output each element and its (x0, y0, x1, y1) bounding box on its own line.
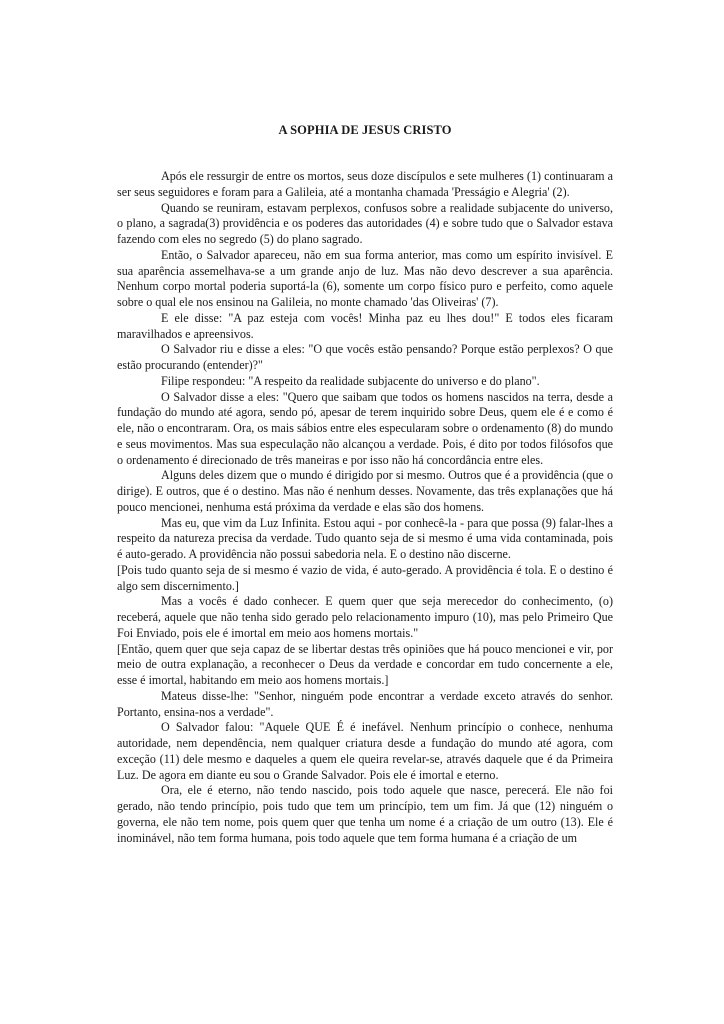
bracketed-paragraph: [Pois tudo quanto seja de si mesmo é vazio de vida, é auto-gerado. A providência é tola. E o destino é algo sem discernimento.] (117, 562, 613, 593)
document-page (117, 122, 613, 846)
paragraph: O Salvador disse a eles: "Quero que saibam que todos os homens nascidos na terra, desde a fundação do mundo até agora, sendo pó, apesar de terem inquirido sobre Deus, quem ele é e como é ele, não o encontraram. Ora, os mais sábios entre eles especularam sobre o ordenamento (8) do mundo e seus movimentos. Mas sua especulação não alcançou a verdade. Pois, é dito por todos filósofos que o ordenamento é direcionado de três maneiras e por isso não há concordância entre eles. (117, 389, 614, 467)
paragraph: O Salvador falou: "Aquele QUE É é inefável. Nenhum princípio o conhece, nenhuma autoridade, nem dependência, nem qualquer criatura desde a fundação do mundo até agora, com exceção (11) dele mesmo e daqueles a quem ele queira revelar-se, através daquele que é da Primeira Luz. De agora em diante eu sou o Grande Salvador. Pois ele é imortal e eterno. (117, 720, 613, 782)
paragraph: O Salvador riu e disse a eles: "O que vocês estão pensando? Porque estão perplexos? O que estão procurando (entender)?" (117, 342, 613, 372)
paragraph: Após ele ressurgir de entre os mortos, seus doze discípulos e sete mulheres (1) continuaram a ser seus seguidores e foram para a Galileia, até a montanha chamada 'Presságio e Alegria' (2). (117, 169, 613, 199)
paragraph: Filipe respondeu: "A respeito da realidade subjacente do universo e do plano". (161, 373, 540, 388)
paragraph: Mas a vocês é dado conhecer. E quem quer que seja merecedor do conhecimento, (o) receberá, aquele que não tenha sido gerado pelo relacionamento impuro (10), mas pelo Primeiro Que Foi Enviado, pois ele é imortal em meio aos homens mortais." (117, 594, 613, 640)
paragraph: Então, o Salvador apareceu, não em sua forma anterior, mas como um espírito invisível. E sua aparência assemelhava-se a um grande anjo de luz. Mas não devo descrever a sua aparência. Nenhum corpo mortal poderia suportá-la (6), somente um corpo físico puro e perfeito, como aquele sobre o qual ele nos ensinou na Galileia, no monte chamado 'das Oliveiras' (7). (117, 247, 613, 309)
paragraph: Mas eu, que vim da Luz Infinita. Estou aqui - por conhecê-la - para que possa (9) falar-lhes a respeito da natureza precisa da verdade. Tudo quanto seja de si mesmo é uma vida contaminada, pois é auto-gerado. A providência não possui sabedoria nela. E o destino não discerne. (117, 515, 613, 561)
paragraph: Ora, ele é eterno, não tendo nascido, pois todo aquele que nasce, perecerá. Ele não foi gerado, não tendo princípio, pois tudo que tem um princípio, tem um fim. Já que (12) ninguém o governa, ele não tem nome, pois quem quer que tenha um nome é a criação de um outro (13). Ele é inominável, não tem forma humana, pois todo aquele que tem forma humana é a criação de um (117, 783, 613, 845)
paragraph: Quando se reuniram, estavam perplexos, confusos sobre a realidade subjacente do universo, o plano, a sagrada(3) providência e os poderes das autoridades (4) e sobre tudo que o Salvador estava fazendo com eles no segredo (5) do plano sagrado. (117, 200, 613, 246)
paragraph: Alguns deles dizem que o mundo é dirigido por si mesmo. Outros que é a providência (que o dirige). E outros, que é o destino. Mas não é nenhum desses. Novamente, das três explanações que há pouco mencionei, nenhuma está próxima da verdade e elas são dos homens. (117, 468, 613, 514)
paragraph: Mateus disse-lhe: "Senhor, ninguém pode encontrar a verdade exceto através do senhor. Portanto, ensina-nos a verdade". (117, 688, 613, 719)
bracketed-paragraph: [Então, quem quer que seja capaz de se libertar destas três opiniões que há pouco mencionei e vir, por meio de outra explanação, a reconhecer o Deus da verdade e concordar em tudo concernente a ele, esse é imortal, habitando em meio aos homens mortais.] (117, 641, 613, 687)
paragraph: E ele disse: "A paz esteja com vocês! Minha paz eu lhes dou!" E todos eles ficaram maravilhados e apreensivos. (117, 310, 613, 341)
document-title: A SOPHIA DE JESUS CRISTO (278, 123, 452, 137)
